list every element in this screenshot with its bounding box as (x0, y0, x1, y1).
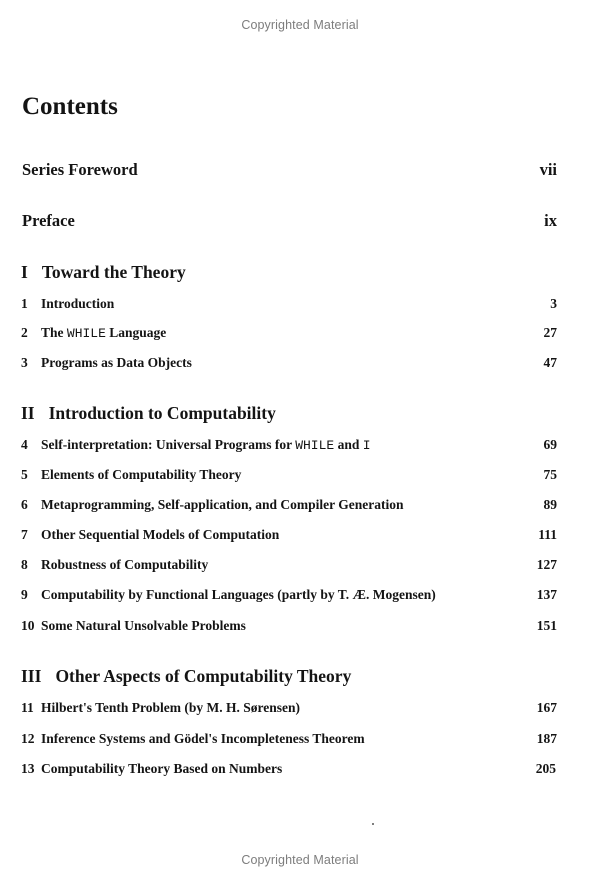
chapter-page: 167 (536, 700, 557, 715)
chapter-page: 137 (536, 587, 557, 602)
toc-chapter-8[interactable] (21, 557, 557, 575)
chapter-title: Computability by Functional Languages (partly by T. Æ. Mogensen) (41, 587, 436, 602)
chapter-page: 151 (536, 618, 557, 633)
chapter-number: 12 (21, 731, 35, 746)
title-text: and (334, 437, 363, 452)
chapter-page: 69 (543, 437, 557, 452)
entry-page: ix (544, 211, 557, 230)
chapter-number: 13 (21, 761, 35, 776)
entry-title: Series Foreword (22, 160, 138, 179)
part-heading-2[interactable] (21, 403, 276, 424)
scan-speck (372, 823, 374, 825)
title-text: The (41, 325, 67, 340)
part-title: Introduction to Computability (48, 403, 276, 423)
chapter-page: 205 (535, 761, 556, 776)
toc-chapter-9[interactable] (21, 587, 557, 605)
chapter-title: Some Natural Unsolvable Problems (41, 618, 246, 633)
chapter-number: 9 (21, 587, 28, 602)
chapter-title: Introduction (41, 296, 115, 311)
part-title: Other Aspects of Computability Theory (55, 666, 352, 686)
toc-chapter-7[interactable] (21, 527, 557, 545)
chapter-title: Hilbert's Tenth Problem (by M. H. Sørensen) (41, 700, 301, 715)
page-title: Contents (22, 93, 118, 120)
chapter-page: 111 (538, 527, 557, 542)
chapter-number: 2 (21, 325, 28, 340)
watermark-bottom: Copyrighted Material (241, 853, 359, 867)
toc-chapter-6[interactable] (21, 497, 557, 515)
toc-chapter-13[interactable] (21, 761, 557, 779)
chapter-title (41, 437, 371, 453)
code-text: WHILE (295, 438, 335, 453)
chapter-title: Other Sequential Models of Computation (41, 527, 280, 542)
toc-chapter-10[interactable] (21, 618, 557, 636)
chapter-number: 7 (21, 527, 28, 542)
entry-page: vii (539, 160, 557, 179)
toc-chapter-11[interactable] (21, 700, 557, 718)
chapter-number: 5 (21, 467, 28, 482)
toc-chapter-12[interactable] (21, 731, 557, 749)
toc-chapter-4[interactable] (21, 437, 557, 455)
chapter-page: 127 (536, 557, 557, 572)
part-heading-3[interactable] (21, 666, 351, 687)
part-number: II (21, 403, 35, 423)
chapter-title: Computability Theory Based on Numbers (41, 761, 283, 776)
watermark-top: Copyrighted Material (241, 18, 359, 32)
part-number: I (21, 262, 28, 282)
chapter-page: 47 (543, 355, 557, 370)
chapter-number: 1 (21, 296, 28, 311)
code-text: I (362, 438, 371, 453)
toc-entry-preface[interactable] (22, 211, 557, 233)
entry-title: Preface (22, 211, 75, 230)
title-text: Self-interpretation: Universal Programs for (41, 437, 296, 452)
part-heading-1[interactable] (21, 262, 186, 283)
chapter-title: Programs as Data Objects (41, 355, 192, 370)
toc-chapter-3[interactable] (21, 355, 557, 373)
chapter-title: Robustness of Computability (41, 557, 209, 572)
chapter-number: 6 (21, 497, 28, 512)
chapter-number: 3 (21, 355, 28, 370)
chapter-title: Elements of Computability Theory (41, 467, 242, 482)
chapter-page: 75 (543, 467, 557, 482)
chapter-number: 11 (21, 700, 34, 715)
chapter-page: 89 (543, 497, 557, 512)
chapter-number: 8 (21, 557, 28, 572)
chapter-page: 187 (536, 731, 557, 746)
toc-chapter-5[interactable] (21, 467, 557, 485)
part-number: III (21, 666, 42, 686)
title-text: Language (105, 325, 167, 340)
chapter-page: 3 (550, 296, 557, 311)
chapter-number: 10 (21, 618, 35, 633)
toc-chapter-1[interactable] (21, 296, 557, 314)
toc-chapter-2[interactable] (21, 325, 557, 343)
chapter-page: 27 (543, 325, 557, 340)
chapter-title: Metaprogramming, Self-application, and Compiler Generation (41, 497, 404, 512)
toc-entry-series-foreword[interactable] (22, 160, 557, 182)
chapter-number: 4 (21, 437, 28, 452)
code-text: WHILE (66, 326, 106, 341)
chapter-title: Inference Systems and Gödel's Incompleteness Theorem (41, 731, 365, 746)
part-title: Toward the Theory (41, 262, 186, 282)
chapter-title (41, 325, 166, 341)
